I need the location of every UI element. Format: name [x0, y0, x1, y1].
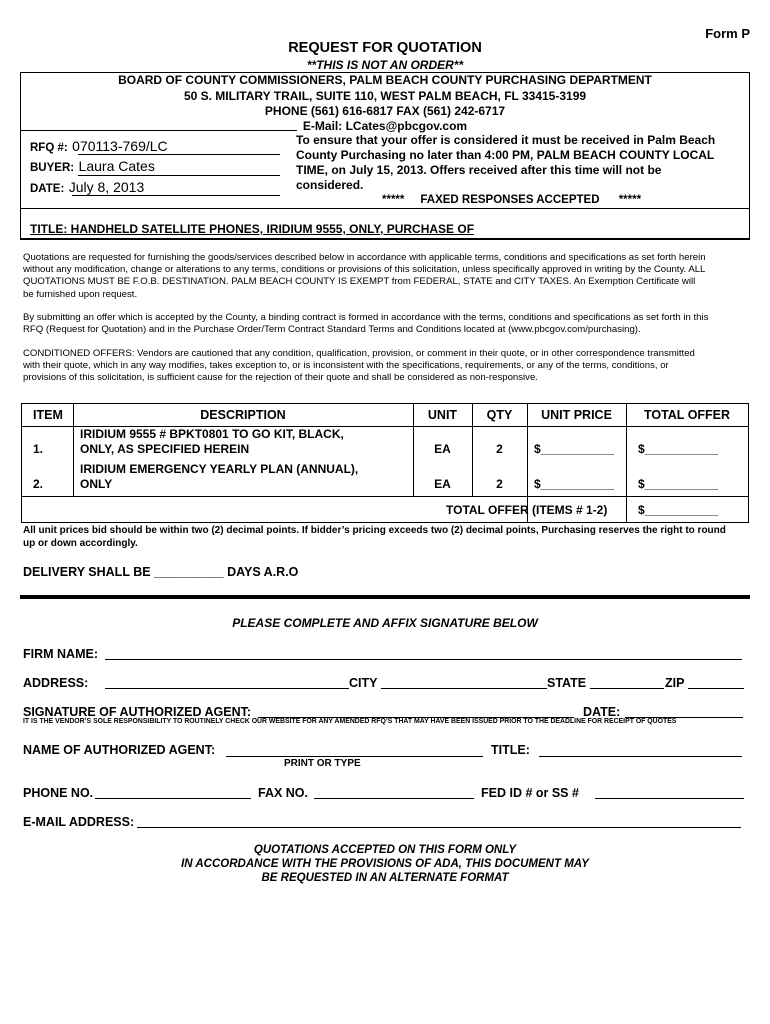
col-header-qty: QTY [486, 408, 513, 422]
delivery-suffix: DAYS A.R.O [227, 565, 299, 579]
rfq-number-label: RFQ #: [30, 142, 68, 154]
conditioned-offers-paragraph: CONDITIONED OFFERS: Vendors are cautioned that any condition, qualification, provision, or comment in their quote, or in other correspondence transmitted with their quote, which in any way modifies, takes exception to, or is inconsistent with the specifications, requirements, or any of the terms, conditions, or provisions of this solicitation, is sufficient cause for the rejection of their quote and shall be considered as non-responsive. [23, 348, 695, 384]
state-field[interactable] [590, 688, 664, 689]
phone-field[interactable] [95, 798, 251, 799]
terms-paragraph: Quotations are requested for furnishing the goods/services described below in accordance with applicable terms, conditions and specifications as set forth herein without any modification, change or alterations to any terms, conditions or provisions of this solicitation, unless specifically approved in writing by the County. ALL QUOTATIONS MUST BE F.O.B. DESTINATION. PALM BEACH COUNTY IS EXEMPT from FEDERAL, STATE and CITY TAXES. An Exemption Certificate will be furnished upon request. [23, 252, 706, 300]
fax-label: FAX NO. [258, 786, 309, 800]
delivery-label: DELIVERY SHALL BE [23, 565, 151, 579]
row1-desc-line2: ONLY, AS SPECIFIED HEREIN [80, 442, 250, 456]
address-label: ADDRESS: [23, 676, 89, 690]
firm-name-label: FIRM NAME: [23, 647, 98, 661]
delivery-row [23, 565, 298, 579]
zip-field[interactable] [688, 688, 744, 689]
binding-contract-paragraph: By submitting an offer which is accepted by the County, a binding contract is formed in accordance with the terms, conditions and specifications as set forth in this RFQ (Request for Quotation) and in the Purchase Order/Term Contract Standard Terms and Conditions located at (www.pbcgov.com/purchasing). [23, 312, 709, 336]
decimal-points-note: All unit prices bid should be within two (2) decimal points. If bidder’s pricing exceeds two (2) decimal points, Purchasing reserves the right to round up or down accordingly. [23, 525, 726, 549]
signature-date-label: DATE: [583, 705, 621, 719]
solicitation-title: TITLE: HANDHELD SATELLITE PHONES, IRIDIUM 9555, ONLY, PURCHASE OF [30, 222, 475, 236]
row1-unit-price-field[interactable]: $___________ [534, 442, 615, 456]
title-label: TITLE: [491, 743, 530, 757]
footer-line-2: IN ACCORDANCE WITH THE PROVISIONS OF ADA, THIS DOCUMENT MAY [181, 858, 589, 870]
row2-unit-price-field[interactable]: $___________ [534, 477, 615, 491]
row2-total-field[interactable]: $___________ [638, 477, 719, 491]
faxed-responses-notice: ***** FAXED RESPONSES ACCEPTED ***** [382, 194, 642, 206]
address-line: 50 S. MILITARY TRAIL, SUITE 110, WEST PALM BEACH, FL 33415-3199 [183, 89, 587, 103]
department-line: BOARD OF COUNTY COMMISSIONERS, PALM BEACH COUNTY PURCHASING DEPARTMENT [118, 73, 652, 87]
row2-desc-line2: ONLY [80, 477, 113, 491]
total-offer-field[interactable]: $___________ [638, 503, 719, 517]
col-header-unit-price: UNIT PRICE [541, 408, 612, 422]
title-field[interactable] [539, 756, 742, 757]
rfq-number-value: 070113-769/LC [72, 138, 168, 154]
footer-line-3: BE REQUESTED IN AN ALTERNATE FORMAT [261, 872, 509, 884]
email-line: E-Mail: LCates@pbcgov.com [302, 119, 468, 133]
row1-total-field[interactable]: $___________ [638, 442, 719, 456]
email-label: E-MAIL ADDRESS: [23, 815, 135, 829]
zip-label: ZIP [665, 676, 685, 690]
fax-field[interactable] [314, 798, 474, 799]
email-field[interactable] [137, 827, 741, 828]
col-header-unit: UNIT [427, 408, 458, 422]
city-label: CITY [349, 676, 378, 690]
vendor-responsibility-note: IT IS THE VENDOR’S SOLE RESPONSIBILITY TO ROUTINELY CHECK OUR WEBSITE FOR ANY AMENDED RFQ’S THAT MAY HAVE BEEN ISSUED PRIOR TO THE DEADLINE FOR RECEIPT OF QUOTES [23, 718, 677, 725]
not-an-order-notice: **THIS IS NOT AN ORDER** [306, 58, 464, 72]
delivery-days-field[interactable]: __________ [154, 565, 224, 579]
fed-id-label: FED ID # or SS # [481, 786, 579, 800]
deadline-notice: To ensure that your offer is considered it must be received in Palm Beach County Purchasing no later than 4:00 PM, PALM BEACH COUNTY LOCAL TIME, on July 15, 2013. Offers received after this time will not be considered. [296, 133, 716, 192]
address-field[interactable] [105, 688, 349, 689]
date-value: July 8, 2013 [68, 179, 145, 195]
row2-item: 2. [33, 477, 44, 491]
row1-qty: 2 [496, 442, 503, 456]
form-label: Form P [705, 26, 750, 41]
agent-name-field[interactable] [226, 756, 483, 757]
buyer-label: BUYER: [30, 162, 75, 174]
date-label: DATE: [30, 183, 65, 195]
row1-item: 1. [33, 442, 44, 456]
fed-id-field[interactable] [595, 798, 744, 799]
section-divider [20, 595, 750, 599]
phone-fax-line: PHONE (561) 616-6817 FAX (561) 242-6717 [264, 104, 506, 118]
phone-label: PHONE NO. [23, 786, 94, 800]
agent-name-label: NAME OF AUTHORIZED AGENT: [23, 743, 216, 757]
firm-name-field[interactable] [105, 659, 742, 660]
row2-unit: EA [434, 477, 451, 491]
row2-qty: 2 [496, 477, 503, 491]
buyer-value: Laura Cates [78, 158, 155, 174]
signature-label: SIGNATURE OF AUTHORIZED AGENT: [23, 705, 252, 719]
col-header-description: DESCRIPTION [200, 408, 286, 422]
row2-desc-line1: IRIDIUM EMERGENCY YEARLY PLAN (ANNUAL), [80, 462, 359, 476]
col-header-total-offer: TOTAL OFFER [643, 408, 731, 422]
col-header-item: ITEM [33, 408, 63, 422]
footer-line-1: QUOTATIONS ACCEPTED ON THIS FORM ONLY [253, 844, 517, 856]
total-offer-label: TOTAL OFFER (ITEMS # 1-2) [446, 503, 608, 517]
print-or-type-label: PRINT OR TYPE [284, 758, 361, 769]
page-title: REQUEST FOR QUOTATION [288, 40, 482, 56]
row1-unit: EA [434, 442, 451, 456]
buyer-row [30, 158, 155, 176]
state-label: STATE [547, 676, 587, 690]
city-field[interactable] [381, 688, 547, 689]
row1-desc-line1: IRIDIUM 9555 # BPKT0801 TO GO KIT, BLACK, [80, 427, 344, 441]
signature-heading: PLEASE COMPLETE AND AFFIX SIGNATURE BELOW [232, 616, 538, 630]
